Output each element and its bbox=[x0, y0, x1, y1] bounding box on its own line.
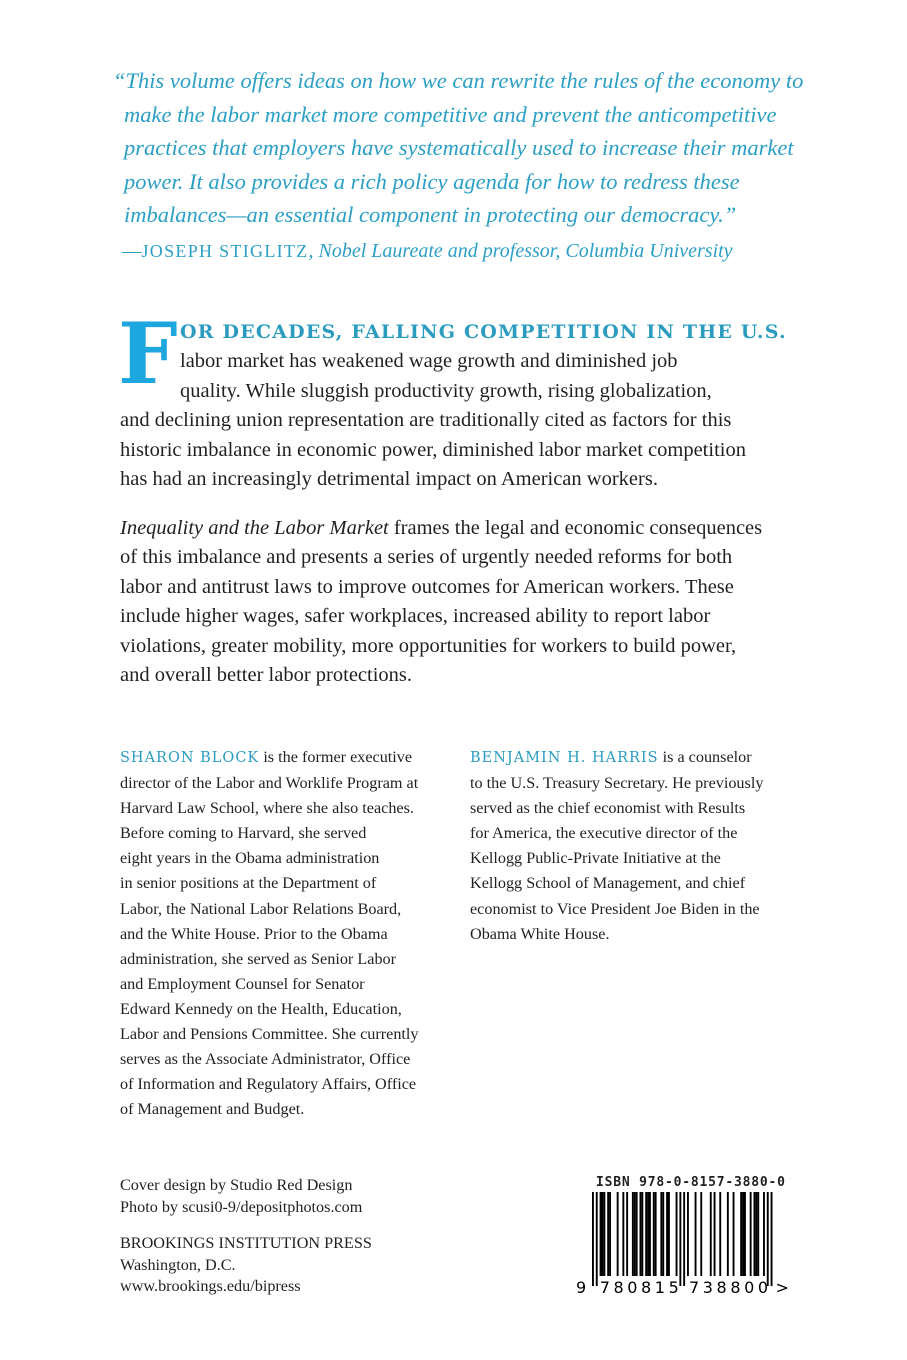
barcode-bar bbox=[634, 1192, 636, 1276]
book-title: Inequality and the Labor Market bbox=[120, 517, 389, 539]
bio-line: of Information and Regulatory Affairs, Office bbox=[120, 1075, 417, 1094]
barcode-bar bbox=[649, 1192, 651, 1276]
endorser-role: , Nobel Laureate and professor, Columbia University bbox=[308, 240, 733, 262]
barcode-bar bbox=[742, 1192, 744, 1276]
barcode-bar bbox=[750, 1192, 752, 1276]
bio-line: Kellogg Public-Private Initiative at the bbox=[470, 849, 721, 868]
barcode-bar bbox=[700, 1192, 702, 1276]
text-line: has had an increasingly detrimental impact on American workers. bbox=[120, 468, 658, 491]
barcode-bar bbox=[641, 1192, 643, 1276]
barcode-bar bbox=[767, 1192, 769, 1286]
barcode-bar bbox=[647, 1192, 649, 1276]
bio-line: administration, she served as Senior Labor bbox=[120, 949, 397, 968]
bio-line: for America, the executive director of the bbox=[470, 824, 738, 843]
barcode-bar bbox=[603, 1192, 605, 1276]
barcode-bar bbox=[602, 1192, 604, 1276]
barcode-bar bbox=[710, 1192, 712, 1276]
bio-line: eight years in the Obama administration bbox=[120, 849, 380, 868]
barcode-bar bbox=[655, 1192, 657, 1276]
description-paragraph-2 bbox=[120, 514, 800, 690]
barcode-bar bbox=[695, 1192, 697, 1276]
barcode-bar bbox=[763, 1192, 765, 1276]
barcode-quiet-zone-mark: > bbox=[775, 1278, 793, 1297]
barcode-bar bbox=[596, 1192, 598, 1286]
barcode-left-digits: 780815 bbox=[599, 1278, 683, 1297]
text-line: historic imbalance in economic power, diminished labor market competition bbox=[120, 438, 746, 461]
text-line: and overall better labor protections. bbox=[120, 664, 413, 687]
barcode-bar bbox=[607, 1192, 609, 1276]
text-line: quality. While sluggish productivity growth, rising globalization, bbox=[180, 379, 712, 402]
quote-line: practices that employers have systematically used to increase their market bbox=[124, 135, 794, 161]
barcode-bar bbox=[771, 1192, 773, 1286]
quote-line: “This volume offers ideas on how we can rewrite the rules of the economy to bbox=[113, 68, 804, 93]
endorsement-quote bbox=[113, 64, 813, 232]
bio-line: Before coming to Harvard, she served bbox=[120, 824, 367, 843]
bio-line: to the U.S. Treasury Secretary. He previously bbox=[470, 774, 764, 793]
isbn-barcode bbox=[572, 1172, 793, 1298]
barcode-bar bbox=[645, 1192, 647, 1276]
text-line: and declining union representation are traditionally cited as factors for this bbox=[120, 409, 732, 432]
credit-line: Cover design by Studio Red Design bbox=[120, 1176, 353, 1194]
barcode-right-digits: 738800 bbox=[689, 1278, 772, 1297]
author-name: SHARON BLOCK bbox=[120, 750, 260, 766]
text-line: of this imbalance and presents a series of urgently needed reforms for both bbox=[120, 546, 733, 569]
barcode-bar bbox=[592, 1192, 594, 1286]
publisher-name: BROOKINGS INSTITUTION PRESS bbox=[120, 1234, 372, 1252]
bio-line: serves as the Associate Administrator, Office bbox=[120, 1050, 411, 1069]
barcode-bar bbox=[640, 1192, 642, 1276]
text-line: violations, greater mobility, more opportunities for workers to build power, bbox=[120, 634, 737, 657]
text: frames the legal and economic consequences bbox=[388, 517, 763, 539]
barcode-bar bbox=[719, 1192, 721, 1276]
barcode-bar bbox=[600, 1192, 602, 1276]
bio-line: Harvard Law School, where she also teaches. bbox=[120, 799, 414, 818]
publisher-city: Washington, D.C. bbox=[120, 1255, 236, 1274]
barcode-bar bbox=[668, 1192, 670, 1276]
bio-line: Labor and Pensions Committee. She currently bbox=[120, 1025, 419, 1044]
barcode-bar bbox=[617, 1192, 619, 1276]
barcode-bar bbox=[676, 1192, 678, 1276]
quote-line: imbalances—an essential component in protecting our democracy.” bbox=[124, 202, 737, 228]
barcode-bar bbox=[626, 1192, 628, 1276]
bio-line: director of the Labor and Worklife Program at bbox=[120, 774, 419, 793]
text-line: labor and antitrust laws to improve outcomes for American workers. These bbox=[120, 575, 734, 598]
barcode-bar bbox=[636, 1192, 638, 1276]
bio-line: Obama White House. bbox=[470, 924, 610, 943]
quote-line: make the labor market more competitive and prevent the anticompetitive bbox=[124, 101, 777, 127]
barcode-bar bbox=[666, 1192, 668, 1276]
bio-line: Kellogg School of Management, and chief bbox=[470, 874, 746, 893]
author-bio-benjamin-harris bbox=[470, 745, 763, 947]
bio-line: of Management and Budget. bbox=[120, 1100, 305, 1119]
barcode-bar bbox=[744, 1192, 746, 1276]
barcode-bar bbox=[687, 1192, 689, 1276]
barcode-bar bbox=[683, 1192, 685, 1286]
barcode-bar bbox=[662, 1192, 664, 1276]
barcode-bar bbox=[733, 1192, 735, 1276]
lead-caps: OR DECADES, FALLING COMPETITION IN THE U.S. bbox=[180, 321, 787, 343]
text-line: labor market has weakened wage growth and diminished job bbox=[180, 350, 678, 373]
publisher-info bbox=[120, 1233, 372, 1298]
bio-line: and Employment Counsel for Senator bbox=[120, 974, 365, 993]
cover-credits bbox=[120, 1175, 362, 1218]
text-line: include higher wages, safer workplaces, increased ability to report labor bbox=[120, 605, 711, 628]
barcode-bar bbox=[754, 1192, 756, 1276]
author-bio-sharon-block bbox=[120, 745, 419, 1122]
barcode-bar bbox=[653, 1192, 655, 1276]
barcode-bar bbox=[622, 1192, 624, 1276]
barcode-bar bbox=[757, 1192, 759, 1276]
publisher-url: www.brookings.edu/bipress bbox=[120, 1277, 301, 1295]
barcode-bar bbox=[609, 1192, 611, 1276]
barcode-first-digit: 9 bbox=[576, 1278, 590, 1297]
bio-line: served as the chief economist with Results bbox=[470, 799, 746, 818]
drop-cap: F bbox=[118, 304, 178, 403]
barcode-bar bbox=[714, 1192, 716, 1276]
barcode-bar bbox=[660, 1192, 662, 1276]
endorsement-attribution bbox=[122, 240, 733, 263]
bio-line: economist to Vice President Joe Biden in the bbox=[470, 899, 760, 918]
author-name: BENJAMIN H. HARRIS bbox=[470, 750, 659, 766]
credit-line: Photo by scusi0-9/depositphotos.com bbox=[120, 1197, 363, 1216]
barcode-bar bbox=[755, 1192, 757, 1276]
bio-line: Labor, the National Labor Relations Board, bbox=[120, 899, 402, 918]
description-paragraph-1 bbox=[120, 318, 800, 494]
text: is the former executive bbox=[259, 748, 413, 766]
endorser-name: JOSEPH STIGLITZ bbox=[141, 241, 309, 261]
isbn-label: ISBN 978-0-8157-3880-0 bbox=[596, 1175, 786, 1190]
barcode-bars bbox=[572, 1172, 793, 1298]
attribution-dash: — bbox=[122, 241, 142, 262]
bio-line: and the White House. Prior to the Obama bbox=[120, 924, 388, 943]
barcode-bar bbox=[727, 1192, 729, 1276]
barcode-bar bbox=[740, 1192, 742, 1276]
text: is a counselor bbox=[658, 748, 752, 766]
barcode-bar bbox=[632, 1192, 634, 1276]
barcode-bar bbox=[679, 1192, 681, 1286]
bio-line: Edward Kennedy on the Health, Education, bbox=[120, 999, 402, 1018]
bio-line: in senior positions at the Department of bbox=[120, 874, 377, 893]
quote-line: power. It also provides a rich policy agenda for how to redress these bbox=[124, 168, 740, 194]
